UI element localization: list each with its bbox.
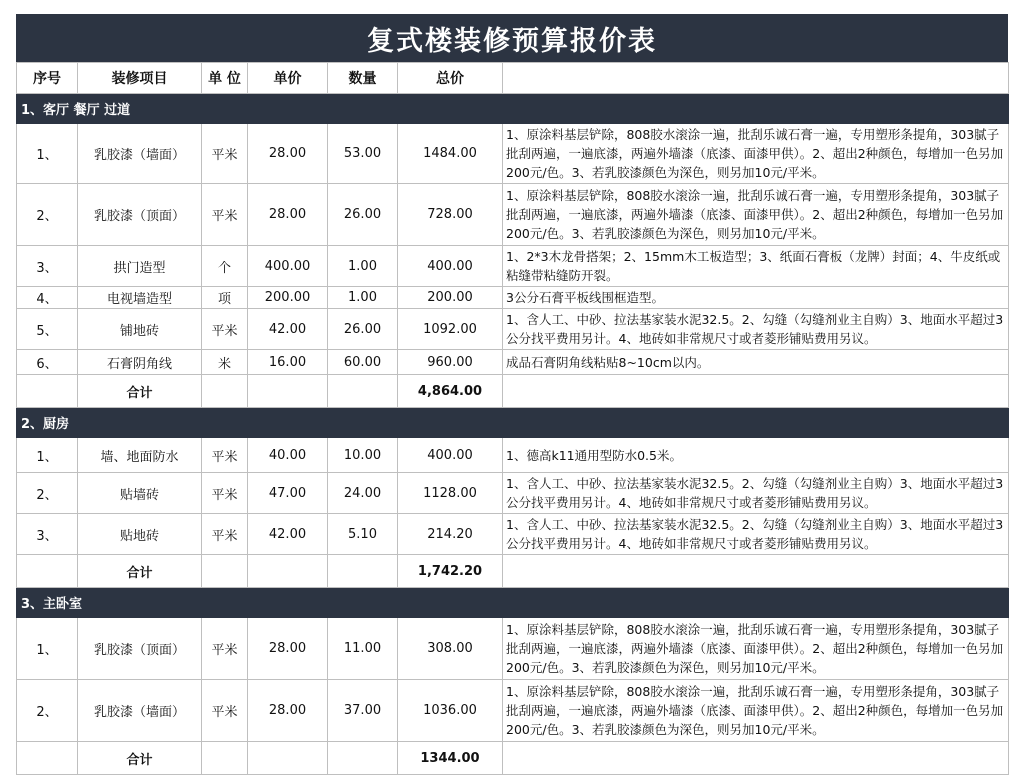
cell-total: 1484.00 bbox=[398, 124, 503, 184]
cell-no: 2、 bbox=[17, 473, 78, 514]
cell-empty bbox=[202, 742, 248, 775]
cell-empty bbox=[17, 742, 78, 775]
section-title: 2、厨房 bbox=[17, 408, 1009, 438]
cell-empty bbox=[202, 375, 248, 408]
section-title: 3、主卧室 bbox=[17, 588, 1009, 618]
cell-no: 6、 bbox=[17, 350, 78, 375]
cell-empty bbox=[17, 375, 78, 408]
cell-qty: 53.00 bbox=[328, 124, 398, 184]
cell-unit: 平米 bbox=[202, 514, 248, 555]
cell-item: 贴地砖 bbox=[78, 514, 202, 555]
header-cell bbox=[503, 63, 1009, 94]
cell-unit: 平米 bbox=[202, 680, 248, 742]
cell-item: 拱门造型 bbox=[78, 246, 202, 287]
cell-unit: 米 bbox=[202, 350, 248, 375]
cell-price: 400.00 bbox=[248, 246, 328, 287]
cell-item: 乳胶漆（顶面） bbox=[78, 618, 202, 680]
cell-no: 1、 bbox=[17, 438, 78, 473]
cell-qty: 24.00 bbox=[328, 473, 398, 514]
cell-qty: 5.10 bbox=[328, 514, 398, 555]
section-header bbox=[17, 408, 1009, 438]
budget-table bbox=[16, 62, 1009, 775]
cell-total: 214.20 bbox=[398, 514, 503, 555]
cell-price: 28.00 bbox=[248, 680, 328, 742]
cell-qty: 60.00 bbox=[328, 350, 398, 375]
cell-empty bbox=[503, 375, 1009, 408]
cell-unit: 平米 bbox=[202, 473, 248, 514]
cell-note: 成品石膏阴角线粘贴8~10cm以内。 bbox=[503, 350, 1009, 375]
cell-total: 308.00 bbox=[398, 618, 503, 680]
header-cell: 数量 bbox=[328, 63, 398, 94]
table-row bbox=[17, 287, 1009, 309]
table-row bbox=[17, 473, 1009, 514]
subtotal-row bbox=[17, 555, 1009, 588]
table-row bbox=[17, 514, 1009, 555]
cell-price: 28.00 bbox=[248, 184, 328, 246]
subtotal-row bbox=[17, 742, 1009, 775]
cell-total: 1128.00 bbox=[398, 473, 503, 514]
cell-item: 墙、地面防水 bbox=[78, 438, 202, 473]
cell-qty: 1.00 bbox=[328, 246, 398, 287]
cell-item: 铺地砖 bbox=[78, 309, 202, 350]
cell-price: 28.00 bbox=[248, 124, 328, 184]
cell-note: 1、2*3木龙骨搭架；2、15mm木工板造型；3、纸面石膏板（龙牌）封面；4、牛皮纸或粘缝带粘缝防开裂。 bbox=[503, 246, 1009, 287]
subtotal-value: 4,864.00 bbox=[398, 375, 503, 408]
cell-note: 1、含人工、中砂、拉法基家装水泥32.5。2、勾缝（勾缝剂业主自购）3、地面水平超过3公分找平费用另计。4、地砖如非常规尺寸或者菱形铺贴费用另议。 bbox=[503, 473, 1009, 514]
cell-unit: 平米 bbox=[202, 124, 248, 184]
cell-note: 1、原涂料基层铲除，808胶水滚涂一遍，批刮乐诚石膏一遍，专用塑形条提角，303腻子批刮两遍，一遍底漆，两遍外墙漆（底漆、面漆甲供）。2、超出2种颜色，每增加一色另加200元/色。3、若乳胶漆颜色为深色，则另加10元/平米。 bbox=[503, 124, 1009, 184]
cell-empty bbox=[328, 742, 398, 775]
table-row bbox=[17, 124, 1009, 184]
cell-price: 47.00 bbox=[248, 473, 328, 514]
sheet-title: 复式楼装修预算报价表 bbox=[16, 14, 1008, 62]
cell-note: 1、原涂料基层铲除，808胶水滚涂一遍，批刮乐诚石膏一遍，专用塑形条提角，303腻子批刮两遍，一遍底漆，两遍外墙漆（底漆、面漆甲供）。2、超出2种颜色，每增加一色另加200元/色。3、若乳胶漆颜色为深色，则另加10元/平米。 bbox=[503, 184, 1009, 246]
cell-empty bbox=[202, 555, 248, 588]
table-row bbox=[17, 680, 1009, 742]
table-row bbox=[17, 350, 1009, 375]
subtotal-label: 合计 bbox=[78, 555, 202, 588]
subtotal-label: 合计 bbox=[78, 742, 202, 775]
cell-note: 1、原涂料基层铲除，808胶水滚涂一遍，批刮乐诚石膏一遍，专用塑形条提角，303腻子批刮两遍，一遍底漆，两遍外墙漆（底漆、面漆甲供）。2、超出2种颜色，每增加一色另加200元/色。3、若乳胶漆颜色为深色，则另加10元/平米。 bbox=[503, 680, 1009, 742]
cell-item: 乳胶漆（顶面） bbox=[78, 184, 202, 246]
cell-qty: 37.00 bbox=[328, 680, 398, 742]
cell-qty: 11.00 bbox=[328, 618, 398, 680]
cell-total: 200.00 bbox=[398, 287, 503, 309]
cell-total: 1036.00 bbox=[398, 680, 503, 742]
header-cell: 序号 bbox=[17, 63, 78, 94]
section-header bbox=[17, 588, 1009, 618]
cell-empty bbox=[328, 375, 398, 408]
cell-unit: 平米 bbox=[202, 184, 248, 246]
table-row bbox=[17, 184, 1009, 246]
cell-unit: 项 bbox=[202, 287, 248, 309]
subtotal-row bbox=[17, 375, 1009, 408]
cell-note: 1、德高k11通用型防水0.5米。 bbox=[503, 438, 1009, 473]
cell-no: 1、 bbox=[17, 124, 78, 184]
cell-total: 728.00 bbox=[398, 184, 503, 246]
cell-unit: 平米 bbox=[202, 438, 248, 473]
cell-empty bbox=[328, 555, 398, 588]
cell-no: 5、 bbox=[17, 309, 78, 350]
cell-no: 3、 bbox=[17, 514, 78, 555]
cell-no: 4、 bbox=[17, 287, 78, 309]
section-title: 1、客厅 餐厅 过道 bbox=[17, 94, 1009, 124]
cell-qty: 26.00 bbox=[328, 184, 398, 246]
header-cell: 单价 bbox=[248, 63, 328, 94]
table-row bbox=[17, 246, 1009, 287]
cell-empty bbox=[503, 555, 1009, 588]
cell-item: 石膏阴角线 bbox=[78, 350, 202, 375]
cell-qty: 10.00 bbox=[328, 438, 398, 473]
cell-unit: 平米 bbox=[202, 309, 248, 350]
cell-note: 1、含人工、中砂、拉法基家装水泥32.5。2、勾缝（勾缝剂业主自购）3、地面水平超过3公分找平费用另计。4、地砖如非常规尺寸或者菱形铺贴费用另议。 bbox=[503, 514, 1009, 555]
cell-total: 400.00 bbox=[398, 246, 503, 287]
subtotal-value: 1344.00 bbox=[398, 742, 503, 775]
cell-item: 电视墙造型 bbox=[78, 287, 202, 309]
cell-total: 1092.00 bbox=[398, 309, 503, 350]
cell-total: 400.00 bbox=[398, 438, 503, 473]
cell-no: 2、 bbox=[17, 680, 78, 742]
cell-total: 960.00 bbox=[398, 350, 503, 375]
cell-unit: 平米 bbox=[202, 618, 248, 680]
cell-note: 3公分石膏平板线围框造型。 bbox=[503, 287, 1009, 309]
cell-price: 40.00 bbox=[248, 438, 328, 473]
cell-item: 乳胶漆（墙面） bbox=[78, 680, 202, 742]
cell-qty: 26.00 bbox=[328, 309, 398, 350]
table-row bbox=[17, 309, 1009, 350]
cell-price: 16.00 bbox=[248, 350, 328, 375]
subtotal-value: 1,742.20 bbox=[398, 555, 503, 588]
table-row bbox=[17, 618, 1009, 680]
cell-price: 42.00 bbox=[248, 514, 328, 555]
cell-no: 1、 bbox=[17, 618, 78, 680]
cell-qty: 1.00 bbox=[328, 287, 398, 309]
cell-item: 贴墙砖 bbox=[78, 473, 202, 514]
cell-note: 1、含人工、中砂、拉法基家装水泥32.5。2、勾缝（勾缝剂业主自购）3、地面水平超过3公分找平费用另计。4、地砖如非常规尺寸或者菱形铺贴费用另议。 bbox=[503, 309, 1009, 350]
cell-item: 乳胶漆（墙面） bbox=[78, 124, 202, 184]
cell-empty bbox=[503, 742, 1009, 775]
cell-price: 28.00 bbox=[248, 618, 328, 680]
section-header bbox=[17, 94, 1009, 124]
cell-empty bbox=[248, 742, 328, 775]
subtotal-label: 合计 bbox=[78, 375, 202, 408]
header-row bbox=[17, 63, 1009, 94]
cell-unit: 个 bbox=[202, 246, 248, 287]
header-cell: 单 位 bbox=[202, 63, 248, 94]
table-row bbox=[17, 438, 1009, 473]
cell-empty bbox=[17, 555, 78, 588]
cell-price: 42.00 bbox=[248, 309, 328, 350]
cell-empty bbox=[248, 375, 328, 408]
cell-no: 3、 bbox=[17, 246, 78, 287]
cell-empty bbox=[248, 555, 328, 588]
header-cell: 装修项目 bbox=[78, 63, 202, 94]
cell-no: 2、 bbox=[17, 184, 78, 246]
cell-note: 1、原涂料基层铲除，808胶水滚涂一遍，批刮乐诚石膏一遍，专用塑形条提角，303腻子批刮两遍，一遍底漆，两遍外墙漆（底漆、面漆甲供）。2、超出2种颜色，每增加一色另加200元/色。3、若乳胶漆颜色为深色，则另加10元/平米。 bbox=[503, 618, 1009, 680]
header-cell: 总价 bbox=[398, 63, 503, 94]
cell-price: 200.00 bbox=[248, 287, 328, 309]
